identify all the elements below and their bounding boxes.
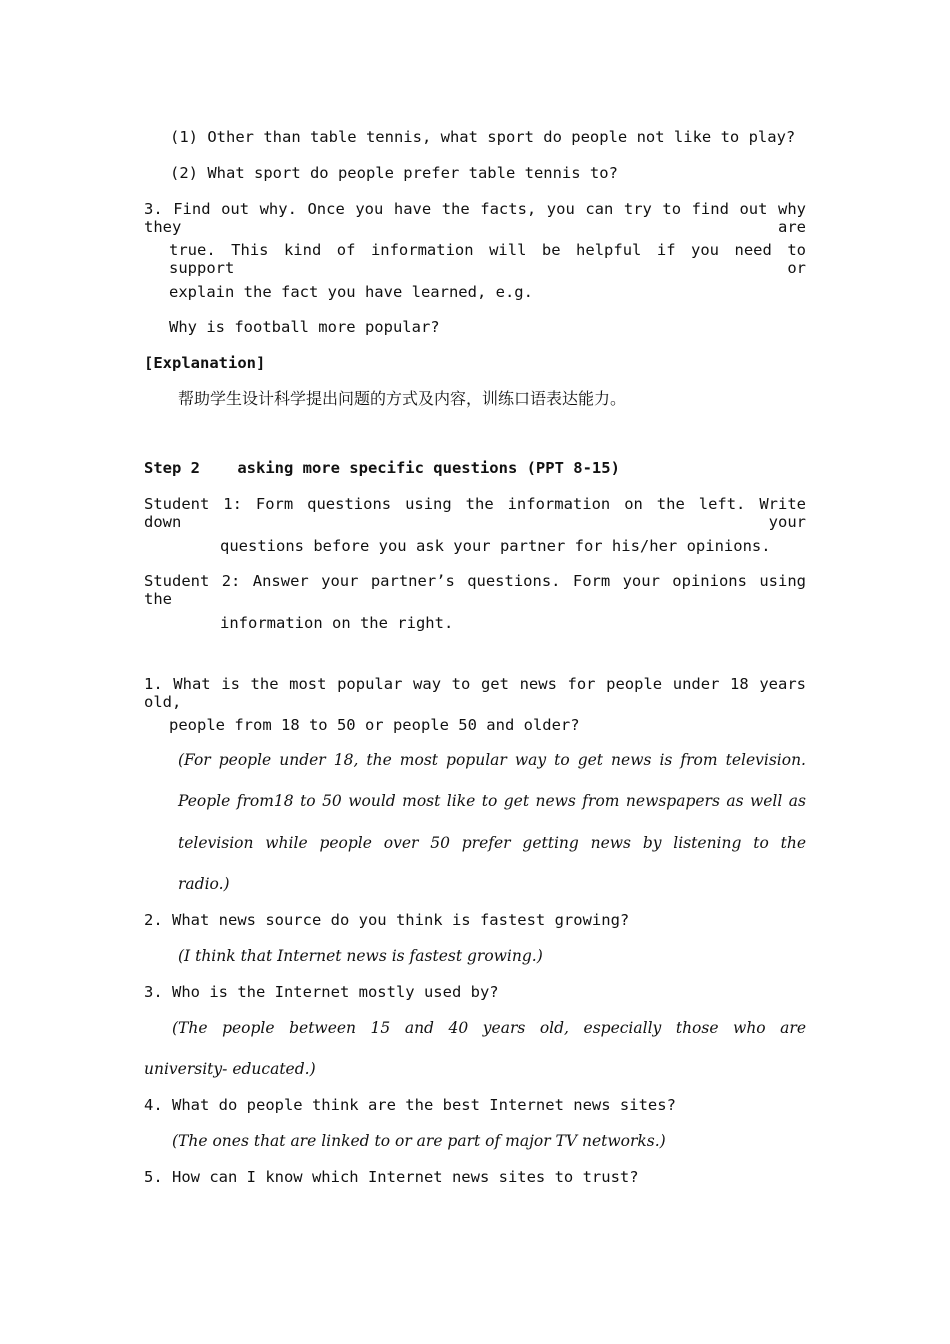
answer-1-line-1: (For people under 18, the most popular way to get news is from television. bbox=[178, 751, 806, 769]
item-3: 3. Who is the Internet mostly used by? bbox=[144, 983, 499, 1001]
explanation-text: 帮助学生设计科学提出问题的方式及内容，训练口语表达能力。 bbox=[178, 389, 627, 408]
answer-1-line-4: radio.) bbox=[178, 875, 230, 893]
answer-2: (I think that Internet news is fastest growing.) bbox=[178, 947, 543, 965]
item-1-line-2: people from 18 to 50 or people 50 and older? bbox=[169, 716, 580, 734]
question-2: (2) What sport do people prefer table tennis to? bbox=[170, 164, 618, 182]
step3-line-4: Why is football more popular? bbox=[169, 318, 440, 336]
item-2: 2. What news source do you think is fastest growing? bbox=[144, 911, 630, 929]
step2-heading: Step 2 asking more specific questions (PPT 8-15) bbox=[144, 459, 620, 477]
item-5: 5. How can I know which Internet news sites to trust? bbox=[144, 1168, 639, 1186]
step3-line-1: 3. Find out why. Once you have the facts, you can try to find out why they are bbox=[144, 200, 806, 236]
student1-line-2: questions before you ask your partner for his/her opinions. bbox=[220, 537, 771, 555]
explanation-label: [Explanation] bbox=[144, 354, 266, 372]
answer-1-line-3: television while people over 50 prefer getting news by listening to the bbox=[178, 834, 806, 852]
answer-4: (The ones that are linked to or are part of major TV networks.) bbox=[172, 1132, 666, 1150]
item-1-line-1: 1. What is the most popular way to get news for people under 18 years old, bbox=[144, 675, 806, 711]
item-4: 4. What do people think are the best Internet news sites? bbox=[144, 1096, 676, 1114]
student1-line-1: Student 1: Form questions using the information on the left. Write down your bbox=[144, 495, 806, 531]
answer-3-line-2: university- educated.) bbox=[144, 1060, 316, 1078]
student2-line-2: information on the right. bbox=[220, 614, 454, 632]
question-1: (1) Other than table tennis, what sport do people not like to play? bbox=[170, 128, 796, 146]
student2-line-1: Student 2: Answer your partner’s questions. Form your opinions using the bbox=[144, 572, 806, 608]
step3-line-2: true. This kind of information will be helpful if you need to support or bbox=[169, 241, 806, 277]
step3-line-3: explain the fact you have learned, e.g. bbox=[169, 283, 533, 301]
answer-3-line-1: (The people between 15 and 40 years old, especially those who are bbox=[172, 1019, 806, 1037]
answer-1-line-2: People from18 to 50 would most like to get news from newspapers as well as bbox=[178, 792, 806, 810]
